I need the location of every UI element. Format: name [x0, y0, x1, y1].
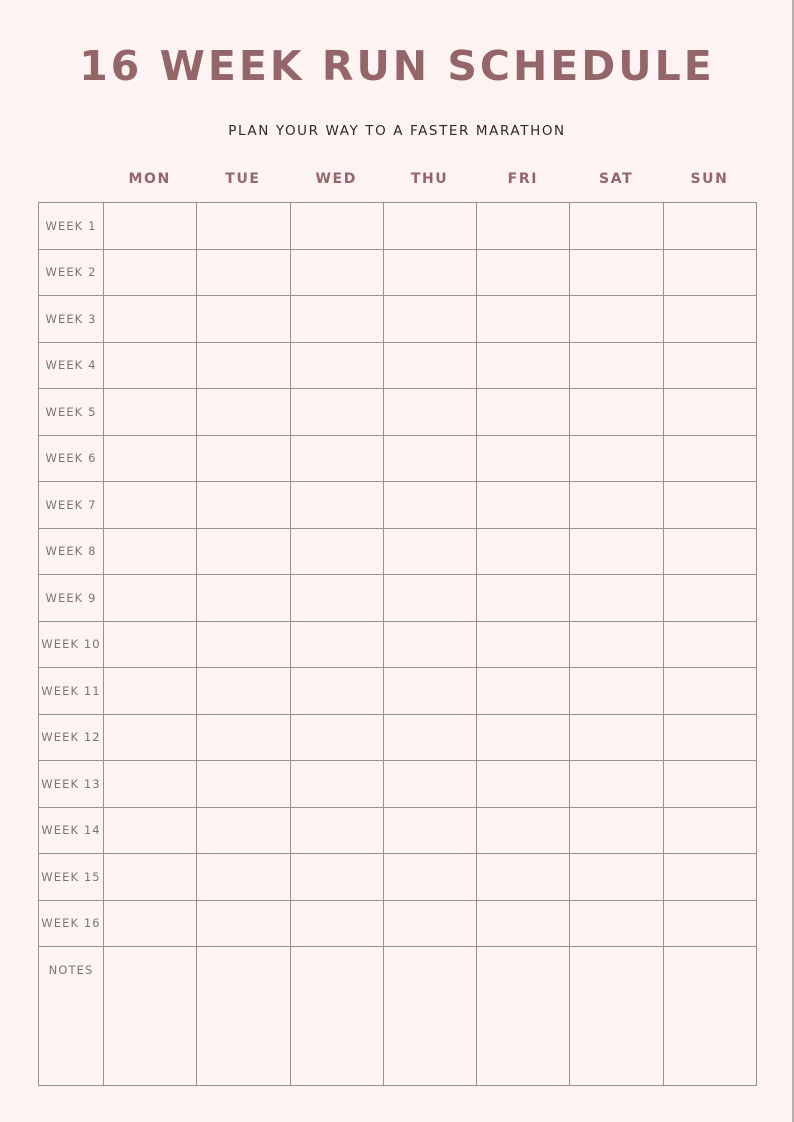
- day-header-sat: SAT: [599, 171, 634, 187]
- week-3-sat-cell[interactable]: [570, 296, 663, 343]
- week-16-row-label: WEEK 16: [39, 900, 104, 947]
- week-3-wed-cell[interactable]: [290, 296, 383, 343]
- week-13-row: [39, 761, 757, 808]
- week-1-fri-cell[interactable]: [477, 203, 570, 250]
- week-9-sat-cell[interactable]: [570, 575, 663, 622]
- week-1-row-label: WEEK 1: [39, 203, 104, 250]
- week-2-thu-cell[interactable]: [383, 249, 476, 296]
- week-15-row-label: WEEK 15: [39, 854, 104, 901]
- week-16-thu-cell[interactable]: [383, 900, 476, 947]
- week-7-row: [39, 482, 757, 529]
- week-16-sat-cell[interactable]: [570, 900, 663, 947]
- week-14-wed-cell[interactable]: [290, 807, 383, 854]
- week-16-fri-cell[interactable]: [477, 900, 570, 947]
- week-7-mon-cell[interactable]: [104, 482, 197, 529]
- week-10-fri-cell[interactable]: [477, 621, 570, 668]
- day-header-wed: WED: [315, 171, 357, 187]
- week-11-fri-cell[interactable]: [477, 668, 570, 715]
- week-15-row: [39, 854, 757, 901]
- week-10-sun-cell[interactable]: [663, 621, 756, 668]
- week-2-mon-cell[interactable]: [104, 249, 197, 296]
- week-4-tue-cell[interactable]: [197, 342, 290, 389]
- notes-mon-cell[interactable]: [104, 947, 197, 1086]
- week-5-sat-cell[interactable]: [570, 389, 663, 436]
- week-9-row-label: WEEK 9: [39, 575, 104, 622]
- notes-row-label: NOTES: [39, 947, 104, 1086]
- week-12-sat-cell[interactable]: [570, 714, 663, 761]
- week-16-row: [39, 900, 757, 947]
- week-5-wed-cell[interactable]: [290, 389, 383, 436]
- page-title: 16 WEEK RUN SCHEDULE: [79, 42, 715, 90]
- week-7-wed-cell[interactable]: [290, 482, 383, 529]
- day-header-sun: SUN: [690, 171, 729, 187]
- week-11-sun-cell[interactable]: [663, 668, 756, 715]
- week-16-wed-cell[interactable]: [290, 900, 383, 947]
- week-16-tue-cell[interactable]: [197, 900, 290, 947]
- week-15-thu-cell[interactable]: [383, 854, 476, 901]
- week-1-wed-cell[interactable]: [290, 203, 383, 250]
- week-12-fri-cell[interactable]: [477, 714, 570, 761]
- week-10-thu-cell[interactable]: [383, 621, 476, 668]
- week-13-mon-cell[interactable]: [104, 761, 197, 808]
- week-6-thu-cell[interactable]: [383, 435, 476, 482]
- week-9-fri-cell[interactable]: [477, 575, 570, 622]
- week-3-thu-cell[interactable]: [383, 296, 476, 343]
- week-2-tue-cell[interactable]: [197, 249, 290, 296]
- week-8-mon-cell[interactable]: [104, 528, 197, 575]
- week-3-sun-cell[interactable]: [663, 296, 756, 343]
- week-15-sat-cell[interactable]: [570, 854, 663, 901]
- week-8-fri-cell[interactable]: [477, 528, 570, 575]
- week-4-mon-cell[interactable]: [104, 342, 197, 389]
- week-9-row: [39, 575, 757, 622]
- week-11-tue-cell[interactable]: [197, 668, 290, 715]
- week-3-fri-cell[interactable]: [477, 296, 570, 343]
- week-12-row-label: WEEK 12: [39, 714, 104, 761]
- week-1-sat-cell[interactable]: [570, 203, 663, 250]
- week-15-wed-cell[interactable]: [290, 854, 383, 901]
- week-15-tue-cell[interactable]: [197, 854, 290, 901]
- week-1-mon-cell[interactable]: [104, 203, 197, 250]
- day-header-fri: FRI: [507, 171, 539, 187]
- week-10-row-label: WEEK 10: [39, 621, 104, 668]
- week-16-mon-cell[interactable]: [104, 900, 197, 947]
- week-13-sat-cell[interactable]: [570, 761, 663, 808]
- week-5-thu-cell[interactable]: [383, 389, 476, 436]
- week-7-fri-cell[interactable]: [477, 482, 570, 529]
- week-7-sat-cell[interactable]: [570, 482, 663, 529]
- week-2-sat-cell[interactable]: [570, 249, 663, 296]
- week-10-mon-cell[interactable]: [104, 621, 197, 668]
- week-14-row-label: WEEK 14: [39, 807, 104, 854]
- week-12-tue-cell[interactable]: [197, 714, 290, 761]
- week-2-row-label: WEEK 2: [39, 249, 104, 296]
- week-9-thu-cell[interactable]: [383, 575, 476, 622]
- week-5-mon-cell[interactable]: [104, 389, 197, 436]
- week-4-row-label: WEEK 4: [39, 342, 104, 389]
- week-3-row: [39, 296, 757, 343]
- week-15-sun-cell[interactable]: [663, 854, 756, 901]
- week-14-fri-cell[interactable]: [477, 807, 570, 854]
- week-1-tue-cell[interactable]: [197, 203, 290, 250]
- week-1-thu-cell[interactable]: [383, 203, 476, 250]
- week-12-wed-cell[interactable]: [290, 714, 383, 761]
- week-14-sun-cell[interactable]: [663, 807, 756, 854]
- week-8-thu-cell[interactable]: [383, 528, 476, 575]
- day-header-tue: TUE: [225, 171, 261, 187]
- week-7-thu-cell[interactable]: [383, 482, 476, 529]
- week-12-row: [39, 714, 757, 761]
- week-6-mon-cell[interactable]: [104, 435, 197, 482]
- notes-wed-cell[interactable]: [290, 947, 383, 1086]
- week-14-sat-cell[interactable]: [570, 807, 663, 854]
- week-2-fri-cell[interactable]: [477, 249, 570, 296]
- week-12-thu-cell[interactable]: [383, 714, 476, 761]
- week-5-sun-cell[interactable]: [663, 389, 756, 436]
- day-header-thu: THU: [410, 171, 449, 187]
- week-7-sun-cell[interactable]: [663, 482, 756, 529]
- week-13-fri-cell[interactable]: [477, 761, 570, 808]
- week-8-wed-cell[interactable]: [290, 528, 383, 575]
- week-10-row: [39, 621, 757, 668]
- week-13-wed-cell[interactable]: [290, 761, 383, 808]
- week-9-sun-cell[interactable]: [663, 575, 756, 622]
- week-10-sat-cell[interactable]: [570, 621, 663, 668]
- week-11-mon-cell[interactable]: [104, 668, 197, 715]
- week-16-sun-cell[interactable]: [663, 900, 756, 947]
- week-11-wed-cell[interactable]: [290, 668, 383, 715]
- week-8-sat-cell[interactable]: [570, 528, 663, 575]
- notes-fri-cell[interactable]: [477, 947, 570, 1086]
- notes-thu-cell[interactable]: [383, 947, 476, 1086]
- week-9-tue-cell[interactable]: [197, 575, 290, 622]
- week-4-wed-cell[interactable]: [290, 342, 383, 389]
- week-6-fri-cell[interactable]: [477, 435, 570, 482]
- week-14-thu-cell[interactable]: [383, 807, 476, 854]
- week-3-row-label: WEEK 3: [39, 296, 104, 343]
- week-8-tue-cell[interactable]: [197, 528, 290, 575]
- week-13-row-label: WEEK 13: [39, 761, 104, 808]
- week-4-thu-cell[interactable]: [383, 342, 476, 389]
- week-2-row: [39, 249, 757, 296]
- week-13-tue-cell[interactable]: [197, 761, 290, 808]
- week-14-tue-cell[interactable]: [197, 807, 290, 854]
- week-4-sun-cell[interactable]: [663, 342, 756, 389]
- week-5-row-label: WEEK 5: [39, 389, 104, 436]
- week-7-row-label: WEEK 7: [39, 482, 104, 529]
- week-15-fri-cell[interactable]: [477, 854, 570, 901]
- week-6-sun-cell[interactable]: [663, 435, 756, 482]
- week-6-row: [39, 435, 757, 482]
- week-3-mon-cell[interactable]: [104, 296, 197, 343]
- week-11-row: [39, 668, 757, 715]
- week-8-row-label: WEEK 8: [39, 528, 104, 575]
- week-10-wed-cell[interactable]: [290, 621, 383, 668]
- week-10-tue-cell[interactable]: [197, 621, 290, 668]
- week-5-fri-cell[interactable]: [477, 389, 570, 436]
- week-11-thu-cell[interactable]: [383, 668, 476, 715]
- week-2-wed-cell[interactable]: [290, 249, 383, 296]
- week-8-row: [39, 528, 757, 575]
- week-15-mon-cell[interactable]: [104, 854, 197, 901]
- week-4-fri-cell[interactable]: [477, 342, 570, 389]
- week-14-mon-cell[interactable]: [104, 807, 197, 854]
- week-3-tue-cell[interactable]: [197, 296, 290, 343]
- schedule-grid: [38, 202, 757, 1086]
- week-4-row: [39, 342, 757, 389]
- week-6-sat-cell[interactable]: [570, 435, 663, 482]
- week-13-sun-cell[interactable]: [663, 761, 756, 808]
- week-6-row-label: WEEK 6: [39, 435, 104, 482]
- week-12-sun-cell[interactable]: [663, 714, 756, 761]
- week-14-row: [39, 807, 757, 854]
- week-5-row: [39, 389, 757, 436]
- week-6-tue-cell[interactable]: [197, 435, 290, 482]
- week-11-row-label: WEEK 11: [39, 668, 104, 715]
- day-header-mon: MON: [128, 171, 171, 187]
- notes-sun-cell[interactable]: [663, 947, 756, 1086]
- page-subtitle: PLAN YOUR WAY TO A FASTER MARATHON: [228, 123, 566, 139]
- week-5-tue-cell[interactable]: [197, 389, 290, 436]
- notes-row: [39, 947, 757, 1086]
- week-7-tue-cell[interactable]: [197, 482, 290, 529]
- week-9-wed-cell[interactable]: [290, 575, 383, 622]
- week-13-thu-cell[interactable]: [383, 761, 476, 808]
- week-8-sun-cell[interactable]: [663, 528, 756, 575]
- week-6-wed-cell[interactable]: [290, 435, 383, 482]
- week-4-sat-cell[interactable]: [570, 342, 663, 389]
- week-2-sun-cell[interactable]: [663, 249, 756, 296]
- notes-sat-cell[interactable]: [570, 947, 663, 1086]
- week-1-row: [39, 203, 757, 250]
- notes-tue-cell[interactable]: [197, 947, 290, 1086]
- week-11-sat-cell[interactable]: [570, 668, 663, 715]
- week-12-mon-cell[interactable]: [104, 714, 197, 761]
- week-9-mon-cell[interactable]: [104, 575, 197, 622]
- week-1-sun-cell[interactable]: [663, 203, 756, 250]
